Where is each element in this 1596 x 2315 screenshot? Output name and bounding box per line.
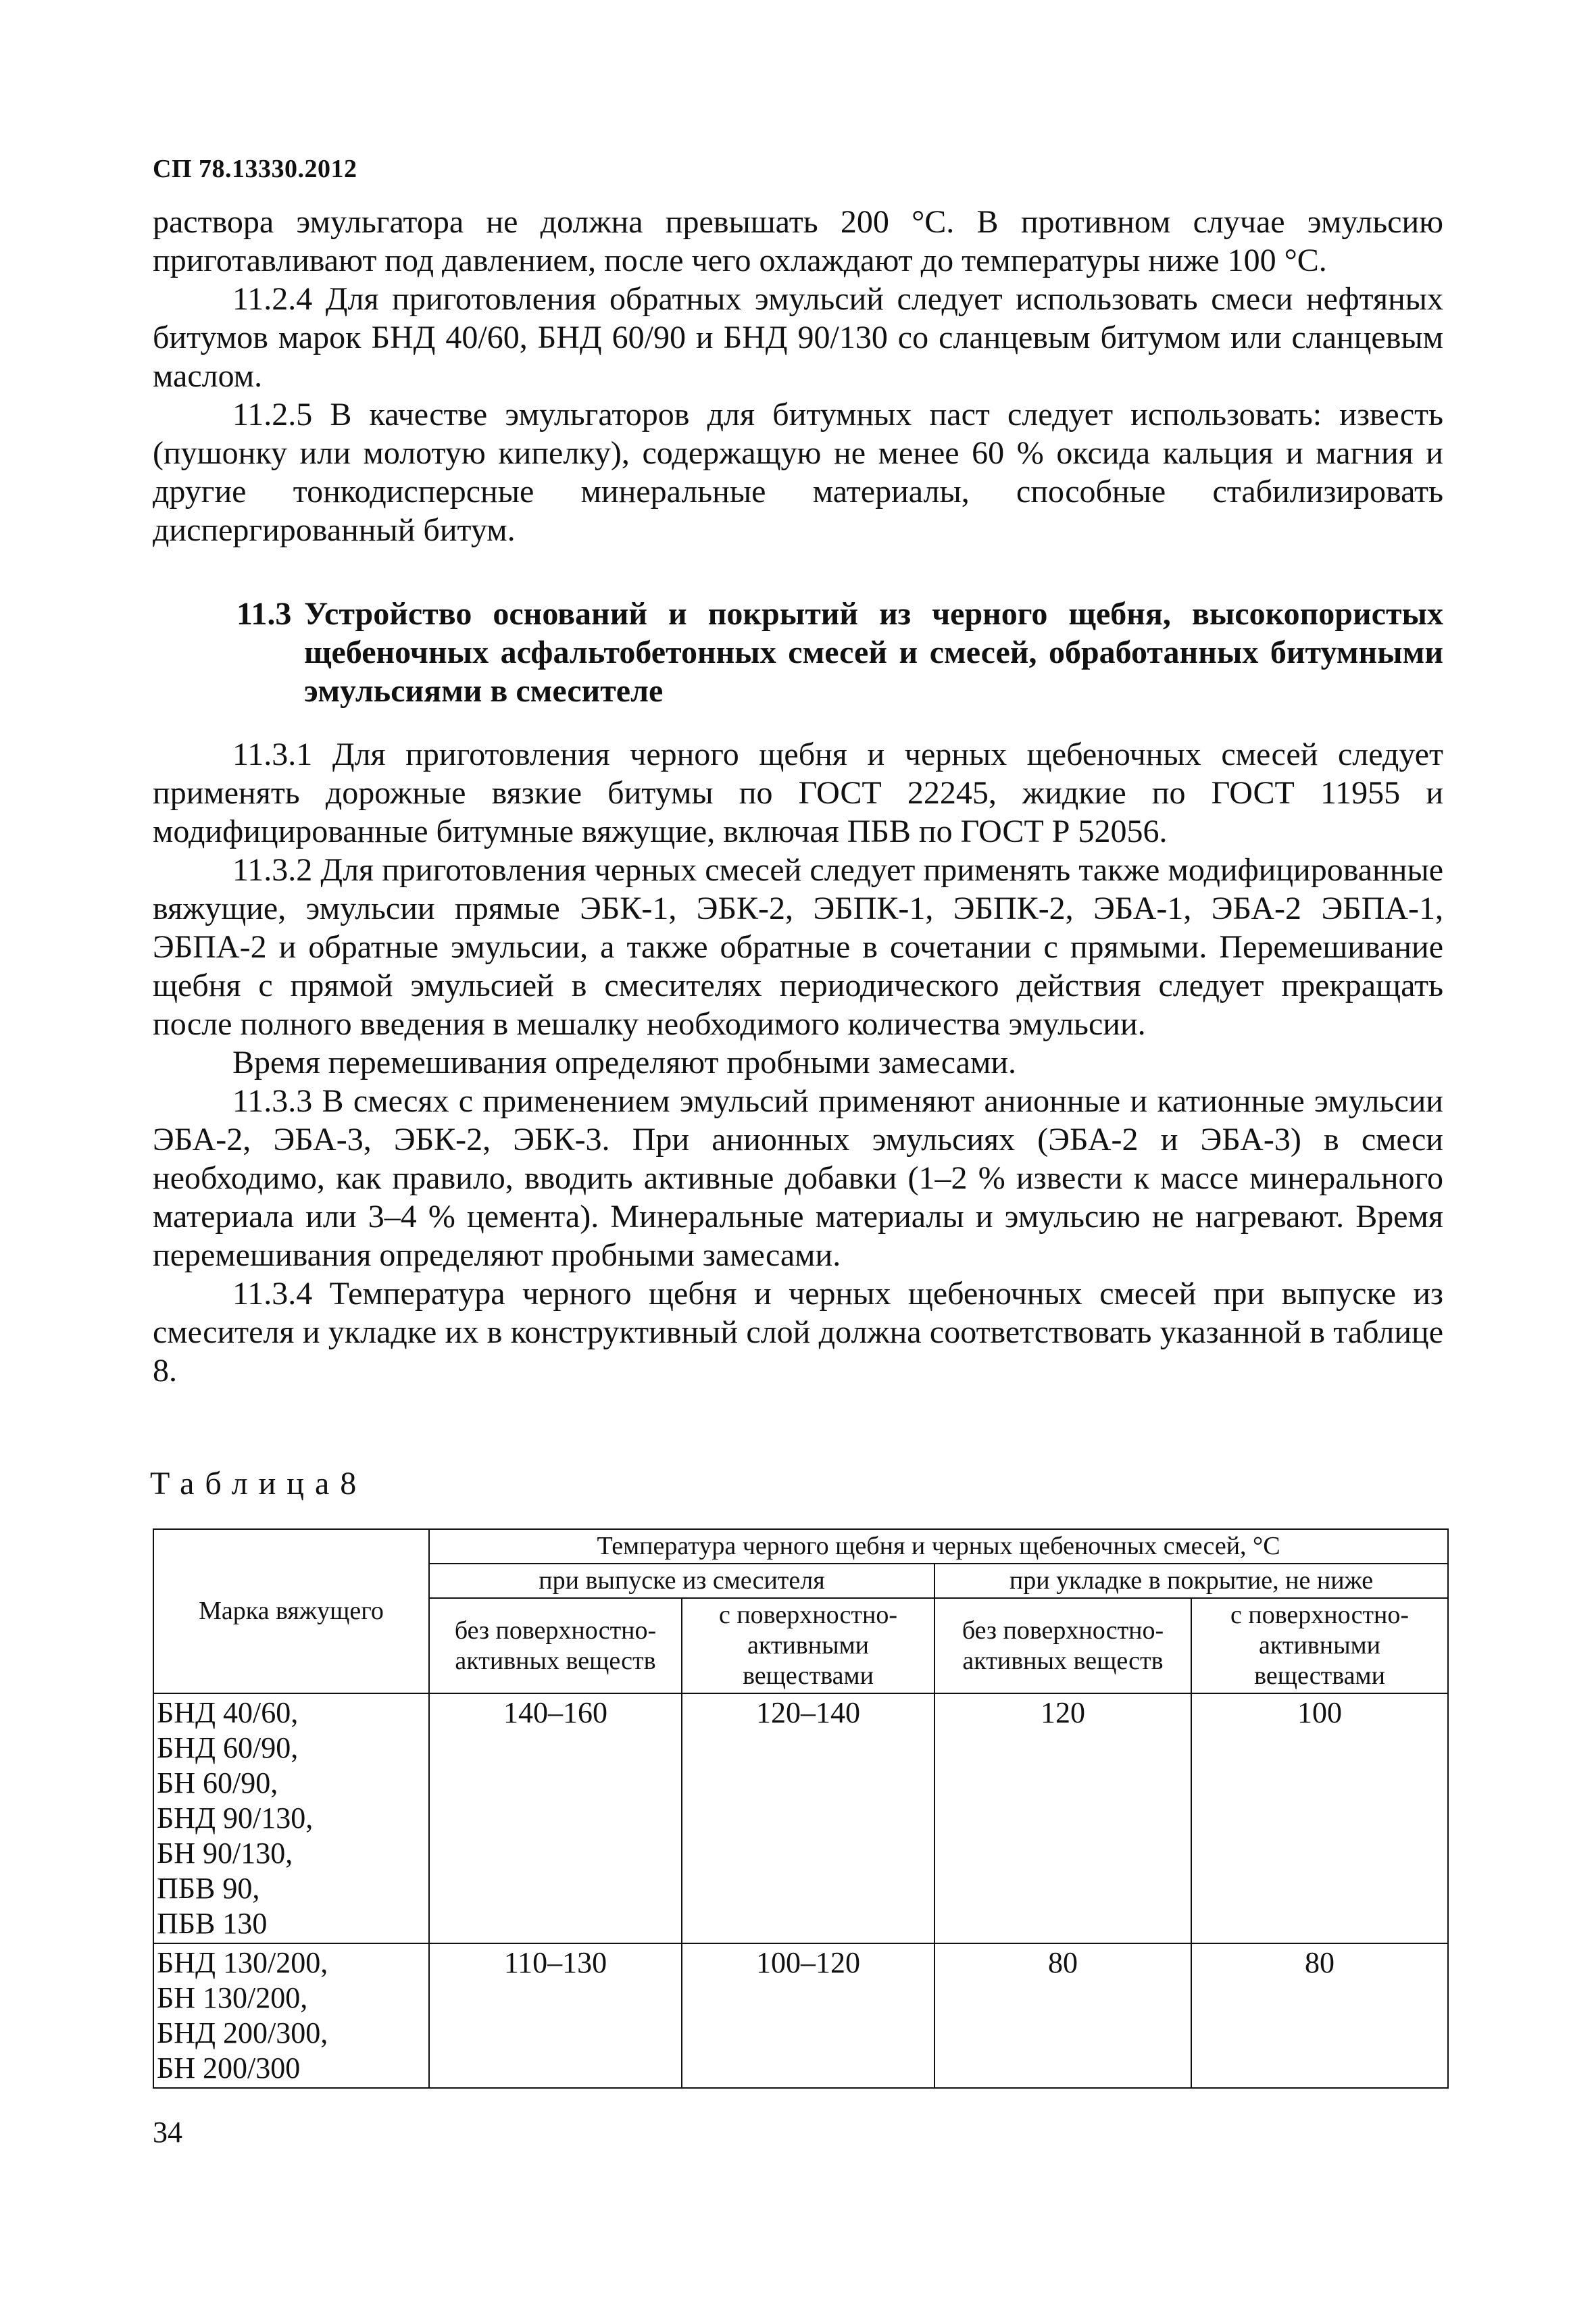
table-header-row [153, 1529, 1448, 1564]
cell-release-with: 120–140 [682, 1693, 934, 1943]
header-release: при выпуске из смесителя [429, 1564, 934, 1598]
paragraph-11-2-4: 11.2.4 Для приготовления обратных эмульсий следует использовать смеси нефтяных битумов марок БНД 40/60, БНД 60/90 и БНД 90/130 со сланцевым битумом или сланцевым маслом. [153, 281, 1443, 394]
paragraph-11-3-1: 11.3.1 Для приготовления черного щебня и черных щебеночных смесей следует применять дорожные вязкие битумы по ГОСТ 22245, жидкие по ГОСТ 11955 и модифицированные битумные вяжущие, включая ПБВ по ГОСТ Р 52056. [153, 737, 1443, 849]
header-laying-with-surfactant: с поверхностно-активными веществами [1191, 1598, 1448, 1693]
cell-release-without: 110–130 [429, 1943, 682, 2088]
cell-brand: БНД 130/200, БН 130/200, БНД 200/300, БН 200/300 [153, 1943, 429, 2088]
section-number: 11.3 [236, 596, 292, 632]
header-release-without-surfactant: без поверхностно-активных веществ [429, 1598, 682, 1693]
section-heading [236, 595, 1443, 710]
header-release-with-surfactant: с поверхностно-активными веществами [682, 1598, 934, 1693]
paragraph-continuation: раствора эмульгатора не должна превышать 200 °С. В противном случае эмульсию приготавливают под давлением, после чего охлаждают до температуры ниже 100 °С. [153, 204, 1443, 278]
body-text-top [153, 203, 1443, 549]
header-main: Температура черного щебня и черных щебеночных смесей, °С [429, 1529, 1448, 1564]
page-number: 34 [153, 2116, 182, 2149]
table-row [153, 1693, 1448, 1943]
cell-release-without: 140–160 [429, 1693, 682, 1943]
temperature-table [153, 1528, 1449, 2089]
header-laying: при укладке в покрытие, не ниже [934, 1564, 1448, 1598]
paragraph-11-3-3: 11.3.3 В смесях с применением эмульсий применяют анионные и катионные эмульсии ЭБА-2, ЭБА-3, ЭБК-2, ЭБК-3. При анионных эмульсиях (ЭБА-2 и ЭБА-3) в смеси необходимо, как правило, вводить активные добавки (1–2 % извести к массе минерального материала или 3–4 % цемента). Минеральные материалы и эмульсию не нагревают. Время перемешивания определяют пробными замесами. [153, 1083, 1443, 1273]
table-caption: Таблица8 [150, 1466, 368, 1501]
cell-brand: БНД 40/60, БНД 60/90, БН 60/90, БНД 90/130, БН 90/130, ПБВ 90, ПБВ 130 [153, 1693, 429, 1943]
paragraph-mixing-time: Время перемешивания определяют пробными замесами. [232, 1045, 1017, 1080]
paragraph-11-2-5: 11.2.5 В качестве эмульгаторов для битумных паст следует использовать: известь (пушонку или молотую кипелку), содержащую не менее 60 % оксида кальция и магния и другие тонкодисперсные минеральные материалы, способные стабилизировать диспергированный битум. [153, 397, 1443, 548]
paragraph-11-3-2: 11.3.2 Для приготовления черных смесей следует применять также модифицированные вяжущие, эмульсии прямые ЭБК-1, ЭБК-2, ЭБПК-1, ЭБПК-2, ЭБА-1, ЭБА-2 ЭБПА-1, ЭБПА-2 и обратные эмульсии, а также обратные в сочетании с прямыми. Перемешивание щебня с прямой эмульсией в смесителях периодического действия следует прекращать после полного введения в мешалку необходимого количества эмульсии. [153, 852, 1443, 1042]
body-text-bottom [153, 735, 1443, 1390]
header-laying-without-surfactant: без поверхностно-активных веществ [934, 1598, 1191, 1693]
document-code-header: СП 78.13330.2012 [153, 155, 357, 183]
header-brand: Марка вяжущего [153, 1529, 429, 1693]
section-title: Устройство оснований и покрытий из черного щебня, высокопористых щебеночных асфальтобетонных смесей и смесей, обработанных битумными эмульсиями в смесителе [304, 596, 1443, 709]
paragraph-11-3-4: 11.3.4 Температура черного щебня и черных щебеночных смесей при выпуске из смесителя и укладке их в конструктивный слой должна соответствовать указанной в таблице 8. [153, 1276, 1443, 1389]
cell-laying-with: 100 [1191, 1693, 1448, 1943]
cell-release-with: 100–120 [682, 1943, 934, 2088]
cell-laying-without: 80 [934, 1943, 1191, 2088]
table-row [153, 1943, 1448, 2088]
cell-laying-with: 80 [1191, 1943, 1448, 2088]
cell-laying-without: 120 [934, 1693, 1191, 1943]
